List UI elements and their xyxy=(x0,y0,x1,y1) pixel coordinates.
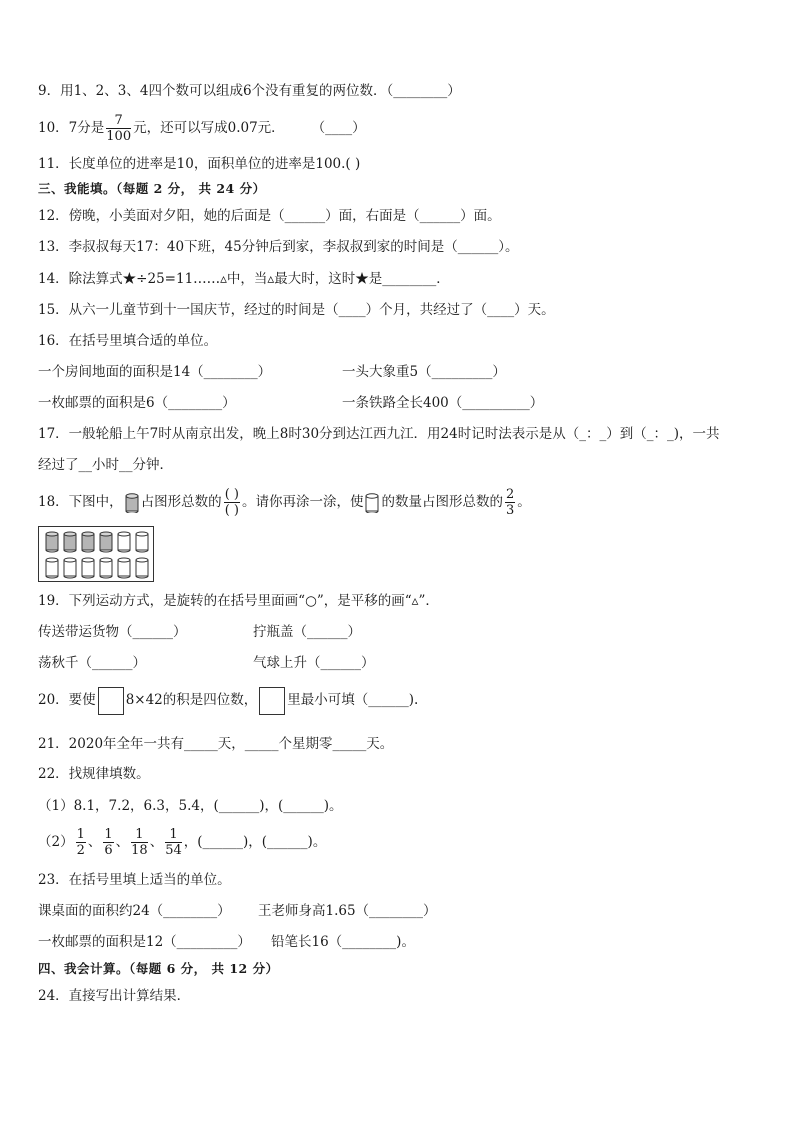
q23-teacher-height: 王老师身高1.65（________） xyxy=(258,903,437,919)
section-4-heading: 四、我会计算。（每题 6 分， 共 12 分） xyxy=(38,961,279,976)
q22-frac-4-den: 54 xyxy=(165,843,182,858)
question-13: 13．李叔叔每天17：40下班，45分钟后到家，李叔叔到家的时间是（______）。 xyxy=(38,239,519,255)
cylinder xyxy=(118,558,130,578)
q22-frac-4 xyxy=(165,828,182,857)
question-11: 11．长度单位的进率是10，面积单位的进率是100.( ) xyxy=(38,156,361,172)
q16-item-railway: 一条铁路全长400（__________） xyxy=(342,395,544,411)
q16-item-stamp: 一枚邮票的面积是6（________） xyxy=(38,395,236,411)
q16-item-elephant: 一头大象重5（_________） xyxy=(342,364,506,380)
shaded-cylinder xyxy=(64,532,76,552)
question-24: 24．直接写出计算结果． xyxy=(38,988,191,1004)
q19-swing: 荡秋千（______） xyxy=(38,655,146,671)
q22-frac-1 xyxy=(76,828,86,857)
q16-item-room: 一个房间地面的面积是14（________） xyxy=(38,364,272,380)
question-18 xyxy=(38,484,531,520)
q20-digit-box xyxy=(98,687,124,715)
cylinder xyxy=(82,558,94,578)
q20-text-b: 8×42的积是四位数， xyxy=(125,692,258,708)
cylinder xyxy=(136,532,148,552)
shaded-cylinder-icon xyxy=(125,493,139,513)
q10-suffix: 元，还可以写成0.07元． （____） xyxy=(133,120,366,136)
question-14: 14．除法算式★÷25=11……▵中，当▵最大时，这时★是________． xyxy=(38,271,450,287)
cylinder xyxy=(100,558,112,578)
q10-prefix: 10．7分是 xyxy=(38,120,105,136)
q22-sep: 、 xyxy=(87,834,102,850)
cylinder xyxy=(46,558,58,578)
question-23-title: 23．在括号里填上适当的单位。 xyxy=(38,872,231,888)
q18-blank-denominator: ( ) xyxy=(224,503,239,518)
q23-pencil: 铅笔长16（________)。 xyxy=(271,934,415,950)
q18-text-a: 18．下图中， xyxy=(38,494,123,510)
q10-frac-numerator: 7 xyxy=(106,114,131,129)
q23-desk: 课桌面的面积约24（________） xyxy=(38,903,231,919)
cylinder-grid-figure xyxy=(38,526,154,582)
q22-p2-label: （2） xyxy=(38,834,74,850)
q22-frac-4-num: 1 xyxy=(165,828,182,843)
q18-target-fraction xyxy=(505,488,515,517)
q22-frac-1-num: 1 xyxy=(76,827,85,842)
question-9: 9．用1、2、3、4四个数可以组成6个没有重复的两位数．（________） xyxy=(38,83,461,99)
q18-target-numerator: 2 xyxy=(505,487,515,502)
q20-digit-box-ref xyxy=(259,687,285,715)
question-10 xyxy=(38,114,366,143)
question-19-title: 19．下列运动方式，是旋转的在括号里面画“○”，是平移的画“▵”． xyxy=(38,593,439,609)
q22-sep: 、 xyxy=(115,834,130,850)
shaded-cylinder xyxy=(82,532,94,552)
cylinder-icon xyxy=(365,493,379,513)
q18-text-c: 。请你再涂一涂，使 xyxy=(241,494,364,510)
q18-text-b: 占图形总数的 xyxy=(140,494,222,510)
shaded-cylinder xyxy=(46,532,58,552)
q23-stamp: 一枚邮票的面积是12（_________） xyxy=(38,934,251,950)
question-12: 12．傍晚，小美面对夕阳，她的后面是（______）面，右面是（______）面。 xyxy=(38,208,501,224)
question-20 xyxy=(38,685,418,715)
cylinder xyxy=(136,558,148,578)
q22-frac-3 xyxy=(131,828,148,857)
q22-frac-1-den: 2 xyxy=(76,843,85,858)
q19-conveyor: 传送带运货物（______） xyxy=(38,624,187,640)
q18-blank-fraction xyxy=(224,488,240,517)
q18-text-e: 。 xyxy=(517,494,531,510)
cylinder xyxy=(64,558,76,578)
q18-text-d: 的数量占图形总数的 xyxy=(381,494,503,510)
q10-frac-denominator: 100 xyxy=(106,129,132,144)
question-21: 21．2020年全年一共有_____天，_____个星期零_____天。 xyxy=(38,736,394,752)
section-3-heading: 三、我能填。（每题 2 分， 共 24 分） xyxy=(38,181,266,196)
q18-target-denominator: 3 xyxy=(505,503,515,518)
q19-bottle-cap: 拧瓶盖（______） xyxy=(253,624,361,640)
q22-frac-2 xyxy=(103,828,113,857)
q20-text-c: 里最小可填（______). xyxy=(287,692,419,708)
question-22-title: 22．找规律填数。 xyxy=(38,766,150,782)
q22-frac-2-den: 6 xyxy=(104,843,113,858)
cylinder xyxy=(118,532,130,552)
question-17-line2: 经过了__小时__分钟． xyxy=(38,457,173,473)
q22-frac-2-num: 1 xyxy=(104,827,113,842)
q22-frac-3-den: 18 xyxy=(131,843,148,858)
shaded-cylinder xyxy=(100,532,112,552)
q22-part-1: （1）8.1，7.2，6.3，5.4，(______)，(______)。 xyxy=(38,798,343,814)
q19-balloon: 气球上升（______） xyxy=(253,655,375,671)
q20-text-a: 20．要使 xyxy=(38,692,96,708)
q22-sep: 、 xyxy=(149,834,164,850)
question-16-title: 16．在括号里填合适的单位。 xyxy=(38,333,218,349)
q22-part-2 xyxy=(38,824,326,860)
q18-blank-numerator: ( ) xyxy=(224,487,239,502)
q10-fraction xyxy=(106,114,131,143)
q22-p2-tail: ，(______)，(______)。 xyxy=(183,834,327,850)
question-17-line1: 17．一般轮船上午7时从南京出发，晚上8时30分到达江西九江．用24时记时法表示是从（_：_）到（_：_)，一共 xyxy=(38,426,720,442)
q22-frac-3-num: 1 xyxy=(131,828,148,843)
question-15: 15．从六一儿童节到十一国庆节，经过的时间是（____）个月，共经过了（____）天。 xyxy=(38,302,555,318)
